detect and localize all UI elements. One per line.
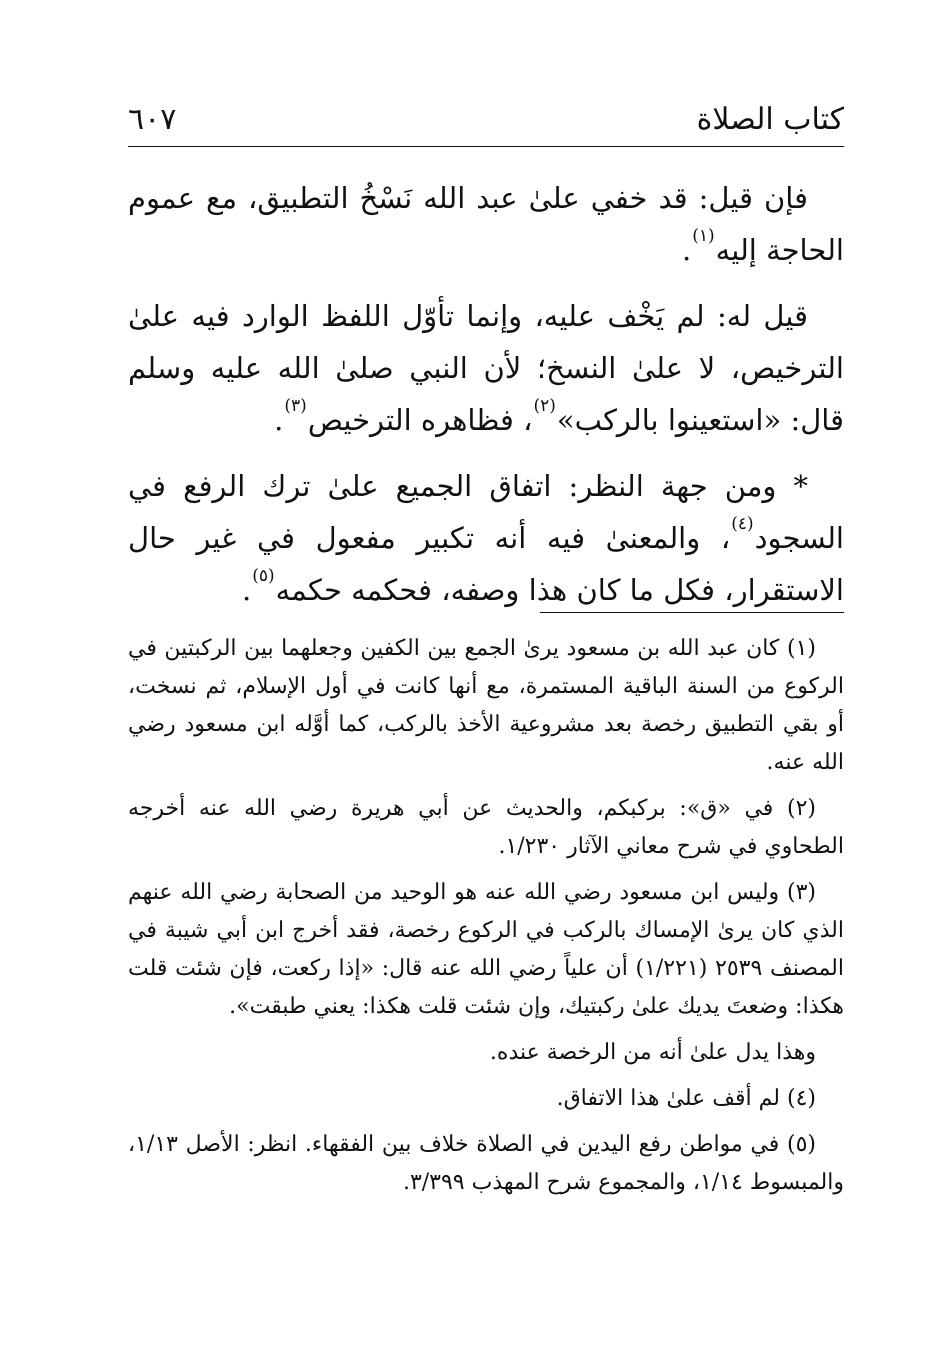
footnote-text: كان عبد الله بن مسعود يرىٰ الجمع بين الكفين وجعلهما بين الركبتين في الركوع من السنة الباقية المستمرة، مع أنها كانت في أول الإسلام، ثم نسخت، أو بقي التطبيق رخصة بعد مشروعية الأخذ بالركب، كما أوَّله ابن مسعود رضي الله عنه. xyxy=(128,636,844,775)
paragraph-text: فإن قيل: قد خفي علىٰ عبد الله نَسْخُ التطبيق، مع عموم الحاجة إليه xyxy=(128,181,844,267)
footnote-1 xyxy=(128,630,844,782)
footnote-3-continuation xyxy=(128,1034,844,1072)
footnote-number: (٣) xyxy=(786,880,816,905)
paragraph-text: ، والمعنىٰ فيه أنه تكبير مفعول في غير حال الاستقرار، فكل ما كان هذا وصفه، فحكمه حكمه xyxy=(128,521,844,607)
footnote-number: (١) xyxy=(786,636,816,661)
footnotes xyxy=(128,630,844,1210)
footnote-ref-3[interactable]: (٣) xyxy=(284,396,307,416)
footnote-number: (٥) xyxy=(786,1132,816,1157)
footnote-text: وهذا يدل علىٰ أنه من الرخصة عنده. xyxy=(489,1040,816,1065)
footnote-divider xyxy=(540,612,844,613)
footnote-text: وليس ابن مسعود رضي الله عنه هو الوحيد من الصحابة رضي الله عنهم الذي كان يرىٰ الإمساك بالركب في الركوع رخصة، فقد أخرج ابن أبي شيبة في المصنف ٢٥٣٩ (١/٢٢١) أن علياً رضي الله عنه قال: «إذا ركعت، فإن شئت قلت هكذا: وضعتَ يديك علىٰ ركبتيك، وإن شئت قلت هكذا: يعني طبقت». xyxy=(128,880,844,1019)
paragraph-end: . xyxy=(241,573,252,607)
footnote-3 xyxy=(128,874,844,1026)
book-page xyxy=(128,0,844,1370)
footnote-ref-4[interactable]: (٤) xyxy=(731,514,754,534)
paragraph-end: . xyxy=(274,403,284,437)
paragraph-text: قيل له: لم يَخْف عليه، وإنما تأوّل اللفظ الوارد فيه علىٰ الترخيص، لا علىٰ النسخ؛ لأن النبي صلىٰ الله عليه وسلم قال: «استعينوا بالركب» xyxy=(128,299,844,437)
footnote-5 xyxy=(128,1126,844,1202)
paragraph-end: . xyxy=(682,233,692,267)
footnote-ref-2[interactable]: (٢) xyxy=(533,396,556,416)
footnote-number: (٤) xyxy=(786,1086,816,1111)
page-number: ٦٠٧ xyxy=(128,102,177,137)
main-text xyxy=(128,172,844,630)
footnote-number: (٢) xyxy=(787,796,817,821)
footnote-4 xyxy=(128,1080,844,1118)
running-title: كتاب الصلاة xyxy=(696,102,844,137)
footnote-ref-1[interactable]: (١) xyxy=(692,226,715,246)
footnote-text: في «ق»: بركبكم، والحديث عن أبي هريرة رضي الله عنه أخرجه الطحاوي في شرح معاني الآثار ١/٢٣٠. xyxy=(128,796,844,859)
footnote-text: في مواطن رفع اليدين في الصلاة خلاف بين الفقهاء. انظر: الأصل ١/١٣، والمبسوط ١/١٤، والمجموع شرح المهذب ٣/٣٩٩. xyxy=(128,1132,844,1195)
paragraph-text: ، فظاهره الترخيص xyxy=(307,403,533,437)
paragraph-objection xyxy=(128,172,844,276)
footnote-ref-5[interactable]: (٥) xyxy=(252,566,275,586)
footnote-text: لم أقف علىٰ هذا الاتفاق. xyxy=(556,1086,780,1111)
footnote-2 xyxy=(128,790,844,866)
paragraph-text: * ومن جهة النظر: اتفاق الجميع علىٰ ترك الرفع في السجود xyxy=(128,469,844,555)
paragraph-reply xyxy=(128,290,844,446)
page-header xyxy=(128,96,844,147)
paragraph-reasoning xyxy=(128,460,844,616)
